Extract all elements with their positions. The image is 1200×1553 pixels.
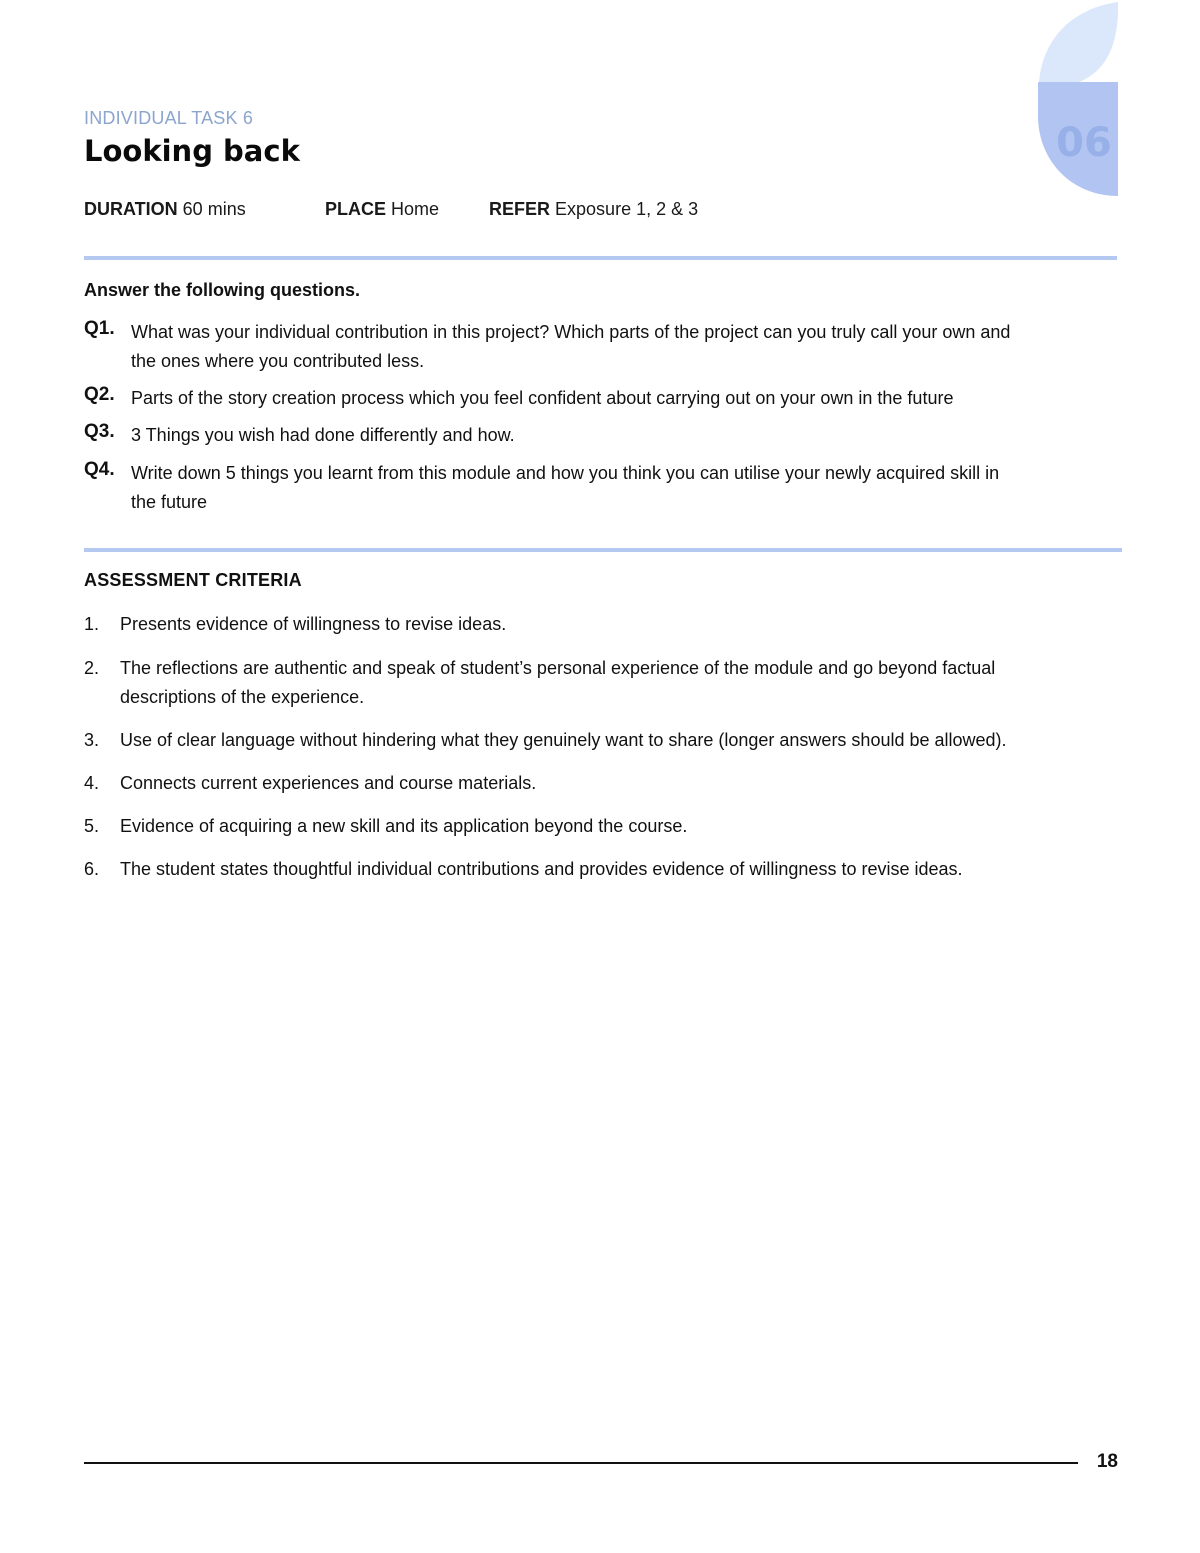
question-number: Q1. [84, 318, 115, 339]
question-number: Q2. [84, 384, 115, 405]
criteria-text: Connects current experiences and course materials. [120, 773, 537, 793]
criteria-text: The reflections are authentic and speak of student’s personal experience of the module and go beyond factual descriptions of the experience. [120, 658, 996, 707]
criteria-item [84, 855, 1084, 884]
question-item [84, 459, 1014, 517]
criteria-number: 4. [84, 773, 100, 793]
criteria-item [84, 726, 1084, 755]
question-item [84, 384, 1014, 413]
criteria-number: 6. [84, 859, 100, 879]
question-number: Q3. [84, 421, 115, 442]
place-value: Home [391, 199, 440, 219]
page-number: 18 [1096, 1451, 1118, 1472]
question-text: Write down 5 things you learnt from this module and how you think you can utilise your newly acquired skill in the future [131, 463, 1000, 512]
criteria-number: 3. [84, 730, 100, 750]
criteria-item [84, 610, 1084, 639]
criteria-text: The student states thoughtful individual contributions and provides evidence of willingness to revise ideas. [120, 859, 963, 879]
meta-refer [489, 199, 698, 220]
question-text: Parts of the story creation process which you feel confident about carrying out on your own in the future [131, 388, 954, 408]
task-eyebrow: INDIVIDUAL TASK 6 [84, 108, 254, 128]
place-label: PLACE [325, 199, 387, 219]
corner-decoration [1037, 0, 1119, 196]
criteria-item [84, 654, 1044, 712]
footer-rule [84, 1462, 1078, 1464]
criteria-number: 2. [84, 658, 100, 678]
meta-place [325, 199, 439, 220]
question-text: What was your individual contribution in this project? Which parts of the project can you truly call your own and the ones where you contributed less. [131, 322, 1011, 371]
leaf-shape [1039, 2, 1118, 82]
question-item [84, 421, 1014, 450]
divider-top [84, 256, 1117, 260]
question-text: 3 Things you wish had done differently and how. [131, 425, 515, 445]
criteria-item [84, 812, 1084, 841]
duration-label: DURATION [84, 199, 178, 219]
criteria-number: 1. [84, 614, 100, 634]
question-number: Q4. [84, 459, 115, 480]
assessment-title: ASSESSMENT CRITERIA [84, 570, 302, 590]
meta-duration [84, 199, 246, 220]
criteria-text: Presents evidence of willingness to revise ideas. [120, 614, 507, 634]
page-title: Looking back [84, 134, 300, 168]
task-number-badge: 06 [1056, 120, 1112, 166]
criteria-item [84, 769, 1084, 798]
criteria-number: 5. [84, 816, 100, 836]
criteria-text: Evidence of acquiring a new skill and its application beyond the course. [120, 816, 688, 836]
refer-value: Exposure 1, 2 & 3 [555, 199, 699, 219]
duration-value: 60 mins [182, 199, 246, 219]
criteria-text: Use of clear language without hindering what they genuinely want to share (longer answers should be allowed). [120, 730, 1007, 750]
questions-intro: Answer the following questions. [84, 280, 361, 300]
refer-label: REFER [489, 199, 551, 219]
divider-middle [84, 548, 1122, 552]
question-item [84, 318, 1014, 376]
